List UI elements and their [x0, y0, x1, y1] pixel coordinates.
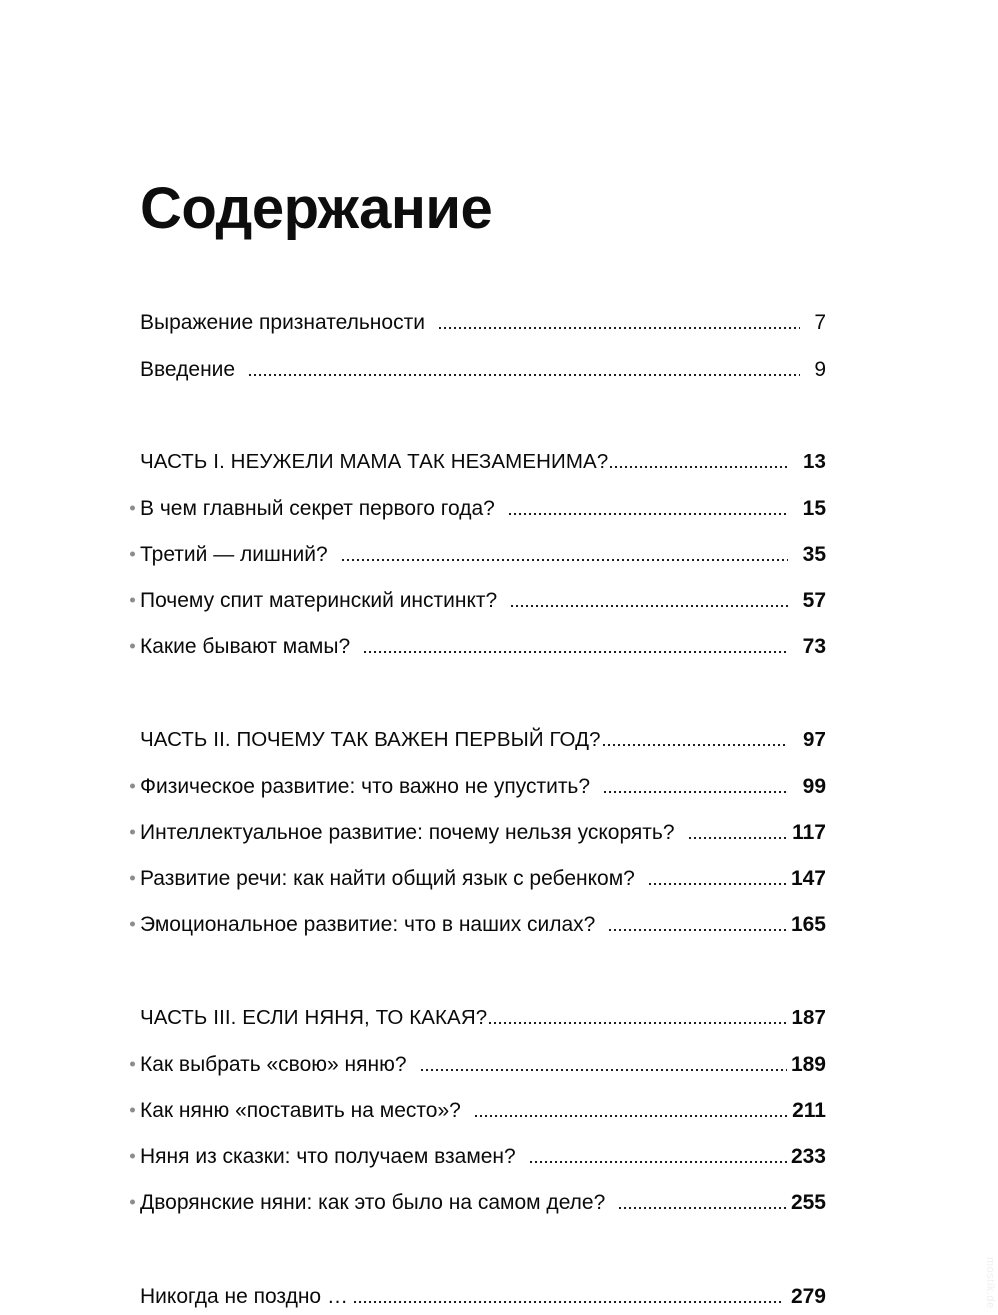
- toc-entry-page: 211: [792, 1098, 826, 1122]
- toc-entry-label: Введение: [140, 358, 236, 381]
- toc-entry-label: Выражение признательности: [140, 311, 425, 334]
- dot-leader: [511, 590, 788, 611]
- bullet-icon: [130, 1200, 135, 1205]
- toc-entry-label: Развитие речи: как найти общий язык с ребенком?: [140, 866, 635, 890]
- toc-entry-label: Няня из сказки: что получаем взамен?: [140, 1144, 516, 1168]
- toc-part-page: 187: [791, 1005, 826, 1029]
- toc-entry-page: 233: [790, 1144, 826, 1168]
- toc-entry[interactable]: [140, 901, 826, 947]
- dot-leader: [475, 1100, 788, 1121]
- toc-entry[interactable]: [140, 346, 826, 393]
- toc-entry-page: 35: [802, 542, 826, 566]
- bullet-icon: [130, 644, 135, 649]
- toc-entry-label: Третий — лишний?: [140, 542, 328, 566]
- toc-entry-page: 279: [790, 1284, 826, 1308]
- toc-part-heading[interactable]: [140, 439, 826, 485]
- bullet-icon: [130, 922, 135, 927]
- toc-entry-label: Как няню «поставить на место»?: [140, 1098, 461, 1122]
- dot-leader: [609, 914, 787, 935]
- toc-entry-page: 147: [790, 866, 826, 890]
- toc-part-label: ЧАСТЬ I. НЕУЖЕЛИ МАМА ТАК НЕЗАМЕНИМА?: [140, 449, 609, 473]
- toc-entry-label: В чем главный секрет первого года?: [140, 496, 495, 520]
- dot-leader: [649, 868, 787, 889]
- toc-part-page: 97: [802, 727, 826, 751]
- toc-part-label: ЧАСТЬ III. ЕСЛИ НЯНЯ, ТО КАКАЯ?: [140, 1005, 488, 1029]
- toc-entry[interactable]: [140, 1133, 826, 1179]
- toc-group-closing: [140, 1273, 826, 1315]
- toc-entry[interactable]: [140, 809, 826, 855]
- toc-entry-label: Почему спит материнский инстинкт?: [140, 588, 498, 612]
- toc-part-label: ЧАСТЬ II. ПОЧЕМУ ТАК ВАЖЕН ПЕРВЫЙ ГОД?: [140, 727, 601, 751]
- dot-leader: [530, 1146, 787, 1167]
- toc-entry-page: 99: [802, 774, 826, 798]
- toc-part-heading[interactable]: [140, 717, 826, 763]
- dot-leader: [364, 636, 788, 657]
- toc-entry-page: 165: [790, 912, 826, 936]
- bullet-icon: [130, 552, 135, 557]
- toc-entry-page: 57: [802, 588, 826, 612]
- toc-entry-label: Дворянские няни: как это было на самом деле?: [140, 1190, 606, 1214]
- bullet-icon: [130, 598, 135, 603]
- bullet-icon: [130, 1062, 135, 1067]
- dot-leader: [342, 544, 788, 565]
- toc-entry-page: 73: [802, 634, 826, 658]
- bullet-icon: [130, 876, 135, 881]
- toc-entry[interactable]: [140, 1273, 826, 1315]
- toc-entry[interactable]: [140, 623, 826, 669]
- bullet-icon: [130, 784, 135, 789]
- toc-entry[interactable]: [140, 485, 826, 531]
- toc-entry[interactable]: [140, 855, 826, 901]
- toc-entry[interactable]: [140, 577, 826, 623]
- dot-leader: [421, 1054, 787, 1075]
- bullet-icon: [130, 830, 135, 835]
- toc-entry-page: 15: [802, 496, 826, 520]
- dot-leader: [610, 452, 788, 472]
- bullet-icon: [130, 1154, 135, 1159]
- bullet-icon: [130, 1108, 135, 1113]
- toc-group-part-2: [140, 717, 826, 947]
- watermark: mostik.de: [984, 1257, 996, 1309]
- toc-entry-page: 189: [790, 1052, 826, 1076]
- dot-leader: [603, 730, 788, 750]
- dot-leader: [354, 1286, 784, 1307]
- toc-entry-page: 117: [792, 820, 826, 844]
- toc-entry[interactable]: [140, 1179, 826, 1225]
- toc-group-front-matter: [140, 299, 826, 393]
- toc-entry-label: Физическое развитие: что важно не упустить?: [140, 774, 591, 798]
- toc-entry-label: Никогда не поздно …: [140, 1284, 348, 1308]
- toc-group-part-3: [140, 995, 826, 1225]
- toc-entry[interactable]: [140, 763, 826, 809]
- toc-entry[interactable]: [140, 299, 826, 346]
- dot-leader: [509, 498, 788, 519]
- toc-entry-page: 255: [790, 1190, 826, 1214]
- table-of-contents: [140, 299, 826, 1315]
- toc-entry-label: Эмоциональное развитие: что в наших силах?: [140, 912, 596, 936]
- dot-leader: [604, 776, 788, 797]
- toc-entry-page: 7: [814, 311, 826, 334]
- dot-leader: [619, 1192, 787, 1213]
- toc-part-page: 13: [802, 449, 826, 473]
- toc-part-heading[interactable]: [140, 995, 826, 1041]
- toc-entry[interactable]: [140, 1041, 826, 1087]
- toc-entry-page: 9: [814, 358, 826, 381]
- page-title: Содержание: [140, 175, 493, 241]
- toc-entry[interactable]: [140, 531, 826, 577]
- toc-entry-label: Интеллектуальное развитие: почему нельзя ускорять?: [140, 820, 675, 844]
- dot-leader: [249, 359, 800, 380]
- dot-leader: [439, 312, 800, 333]
- toc-entry-label: Как выбрать «свою» няню?: [140, 1052, 407, 1076]
- toc-entry-label: Какие бывают мамы?: [140, 634, 351, 658]
- dot-leader: [489, 1008, 787, 1028]
- toc-entry[interactable]: [140, 1087, 826, 1133]
- dot-leader: [689, 822, 788, 843]
- toc-group-part-1: [140, 439, 826, 669]
- bullet-icon: [130, 506, 135, 511]
